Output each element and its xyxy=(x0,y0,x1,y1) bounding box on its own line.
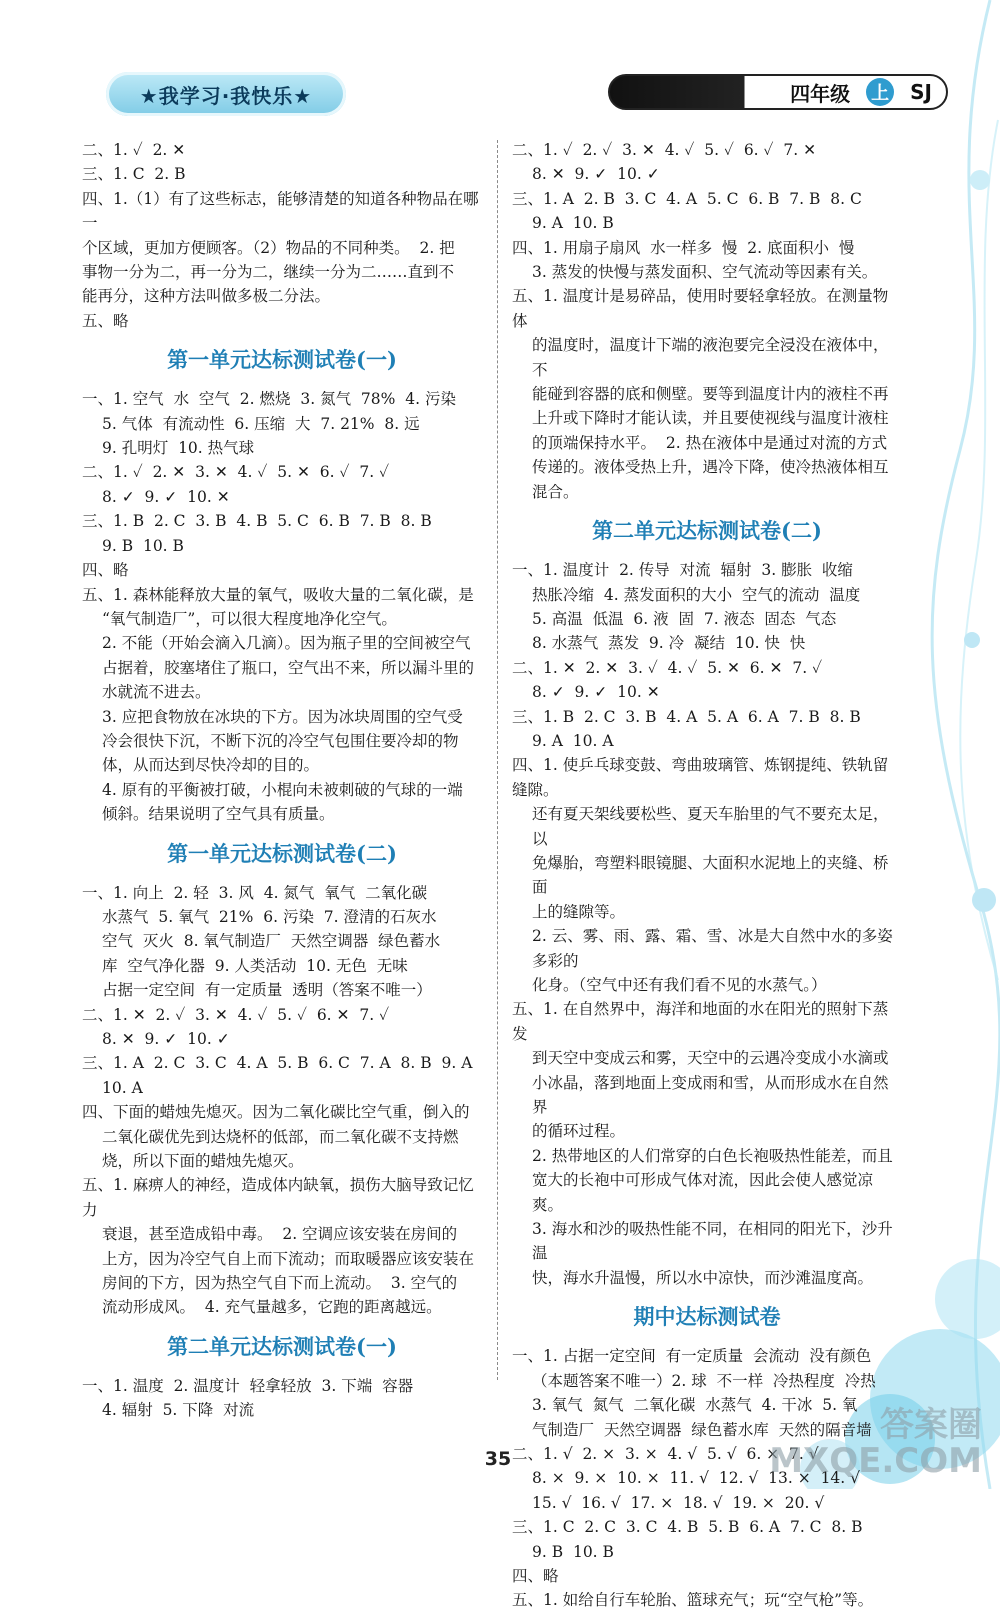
answer-line: 二、1. √ 2. × 3. × 4. √ 5. √ 6. × 7. √ xyxy=(512,1444,819,1463)
answer-line: 四、1. 使乒乓球变鼓、弯曲玻璃管、炼钢提纯、铁轨留缝隙。 xyxy=(512,756,889,799)
answer-line: 9. B 10. B xyxy=(532,1542,614,1561)
answer-line: 8. ✓ 9. ✓ 10. ✕ xyxy=(102,487,230,506)
answer-line: 能碰到容器的底和侧壁。要等到温度计内的液柱不再 xyxy=(532,385,889,404)
header-badge-text: ★我学习·我快乐★ xyxy=(139,83,313,108)
answer-line: 一、1. 向上 2. 轻 3. 风 4. 氮气 氧气 二氧化碳 xyxy=(82,883,428,902)
answer-line: 3. 氧气 氮气 二氧化碳 水蒸气 4. 干冰 5. 氧 xyxy=(532,1396,858,1415)
answer-line: 水就流不进去。 xyxy=(102,683,211,702)
answer-line: 5. 高温 低温 6. 液 固 7. 液态 固态 气态 xyxy=(532,609,837,628)
answer-line: 5. 气体 有流动性 6. 压缩 大 7. 21% 8. 远 xyxy=(102,414,420,433)
answer-line: 热胀冷缩 4. 蒸发面积的大小 空气的流动 温度 xyxy=(532,585,861,604)
answer-line: 烧，所以下面的蜡烛先熄灭。 xyxy=(102,1152,304,1171)
edition-label: SJ xyxy=(910,80,932,104)
answer-line: 8. × 9. × 10. × 11. √ 12. √ 13. × 14. √ xyxy=(532,1469,861,1488)
answer-line: 房间的下方，因为热空气自下而上流动。 3. 空气的 xyxy=(102,1274,458,1293)
grade-bar xyxy=(608,74,948,110)
answer-line: 宽大的长袍中可形成气体对流，因此会使人感觉凉爽。 xyxy=(532,1171,874,1214)
answer-line: 衰退，甚至造成铅中毒。 2. 空调应该安装在房间的 xyxy=(102,1225,458,1244)
column-divider xyxy=(497,140,498,1380)
answer-line: 占据一定空间 有一定质量 透明（答案不唯一） xyxy=(102,981,432,1000)
answer-line: 上的缝隙等。 xyxy=(532,902,626,921)
answer-line: 化身。（空气中还有我们看不见的水蒸气。） xyxy=(532,976,827,994)
answer-line: 3. 应把食物放在冰块的下方。因为冰块周围的空气受 xyxy=(102,707,463,726)
answer-line: 9. A 10. B xyxy=(532,214,614,233)
answer-line: 能再分，这种方法叫做多极二分法。 xyxy=(82,287,331,306)
right-column xyxy=(512,138,902,1613)
answer-line: 2. 热带地区的人们常穿的白色长袍吸热性能差，而且 xyxy=(532,1146,893,1165)
answer-line: （本题答案不唯一）2. 球 不一样 冷热程度 冷热 xyxy=(532,1371,876,1390)
answer-line: 15. √ 16. √ 17. × 18. √ 19. × 20. √ xyxy=(532,1493,825,1512)
answer-line: 的循环过程。 xyxy=(532,1122,626,1141)
answer-line: 到天空中变成云和雾，天空中的云遇冷变成小水滴或 xyxy=(532,1049,889,1068)
answer-line: 传递的。液体受热上升，遇冷下降，使冷热液体相互 xyxy=(532,458,889,477)
answer-line: 四、下面的蜡烛先熄灭。因为二氧化碳比空气重，倒入的 xyxy=(82,1103,470,1122)
answer-line: 4. 辐射 5. 下降 对流 xyxy=(102,1401,255,1420)
answer-line: 三、1. C 2. B xyxy=(82,165,186,184)
answer-line: 的顶端保持水平。 2. 热在液体中是通过对流的方式 xyxy=(532,433,888,452)
section-title: 第一单元达标测试卷(一) xyxy=(167,347,397,373)
answer-line: 四、1.（1）有了这些标志，能够清楚的知道各种物品在哪一 xyxy=(82,189,479,233)
answer-line: 小冰晶，落到地面上变成雨和雪，从而形成水在自然界 xyxy=(532,1073,889,1117)
answer-line: “氧气制造厂”，可以很大程度地净化空气。 xyxy=(102,609,397,628)
answer-line: 9. B 10. B xyxy=(102,536,184,555)
answer-line: 上方，因为冷空气自上而下流动；而取暖器应该安装在 xyxy=(102,1249,475,1268)
answer-line: 三、1. A 2. B 3. C 4. A 5. C 6. B 7. B 8. C xyxy=(512,189,862,208)
answer-line: 10. A xyxy=(102,1078,143,1097)
answer-line: 9. A 10. A xyxy=(532,731,614,750)
answer-line: 五、1. 麻痹人的神经，造成体内缺氧，损伤大脑导致记忆力 xyxy=(82,1176,474,1219)
answer-line: 五、1. 温度计是易碎品，使用时要轻拿轻放。在测量物体 xyxy=(512,287,889,330)
answer-line: 二、1. ✓ 2. ✕ xyxy=(82,141,186,159)
header-badge xyxy=(106,72,346,116)
term-badge: 上 xyxy=(866,78,894,106)
answer-line: 库 空气净化器 9. 人类活动 10. 无色 无味 xyxy=(102,956,408,975)
answer-line: 免爆胎，弯塑料眼镜腿、大面积水泥地上的夹缝、桥面 xyxy=(532,853,889,897)
answer-line: 8. 水蒸气 蒸发 9. 冷 凝结 10. 快 快 xyxy=(532,634,806,653)
answer-line: 2. 不能（开始会滴入几滴）。因为瓶子里的空间被空气 xyxy=(102,634,471,653)
answer-line: 4. 原有的平衡被打破，小棍向未被刺破的气球的一端 xyxy=(102,780,463,799)
answer-line: 个区域，更加方便顾客。（2）物品的不同种类。 2. 把 xyxy=(82,238,455,257)
answer-line: 8. ✓ 9. ✓ 10. ✕ xyxy=(532,683,660,702)
answer-line: 气制造厂 天然空调器 绿色蓄水库 天然的隔音墙 xyxy=(532,1420,872,1439)
answer-line: 的温度时，温度计下端的液泡要完全浸没在液体中，不 xyxy=(532,336,889,379)
answer-line: 二、1. ✕ 2. ✓ 3. ✕ 4. ✓ 5. ✓ 6. ✕ 7. ✓ xyxy=(82,1005,390,1024)
answer-line: 二氧化碳优先到达烧杯的低部，而二氧化碳不支持燃 xyxy=(102,1127,459,1146)
answer-line: 事物一分为二，再一分为二，继续一分为二……直到不 xyxy=(82,263,455,282)
answer-line: 3. 蒸发的快慢与蒸发面积、空气流动等因素有关。 xyxy=(532,263,878,282)
answer-line: 四、略 xyxy=(512,1566,559,1585)
answer-line: 一、1. 占据一定空间 有一定质量 会流动 没有颜色 xyxy=(512,1347,872,1366)
answer-line: 快，海水升温慢，所以水中凉快，而沙滩温度高。 xyxy=(532,1268,874,1287)
watermark xyxy=(769,1407,982,1479)
answer-line: 占据着，胶塞堵住了瓶口，空气出不来，所以漏斗里的 xyxy=(102,658,475,677)
section-title: 第二单元达标测试卷(一) xyxy=(167,1333,397,1359)
answer-line: 三、1. B 2. C 3. B 4. B 5. C 6. B 7. B 8. B xyxy=(82,512,432,531)
answer-line: 混合。 xyxy=(532,482,579,501)
answer-line: 二、1. ✓ 2. ✓ 3. ✕ 4. ✓ 5. ✓ 6. ✓ 7. ✕ xyxy=(512,141,817,159)
answer-line: 五、1. 如给自行车轮胎、篮球充气；玩“空气枪”等。 xyxy=(512,1591,874,1610)
watermark-url: MXQE.COM xyxy=(769,1441,982,1481)
answer-line: 三、1. C 2. C 3. C 4. B 5. B 6. A 7. C 8. B xyxy=(512,1518,863,1537)
answer-line: 一、1. 温度计 2. 传导 对流 辐射 3. 膨胀 收缩 xyxy=(512,561,853,580)
answer-line: 三、1. A 2. C 3. C 4. A 5. B 6. C 7. A 8. B 9. A xyxy=(82,1054,473,1073)
answer-line: 四、略 xyxy=(82,561,129,580)
answer-line: 流动形成风。 4. 充气量越多，它跑的距离越远。 xyxy=(102,1298,442,1317)
answer-line: 还有夏天架线要松些、夏天车胎里的气不要充太足，以 xyxy=(532,805,889,848)
grade-label: 四年级 xyxy=(790,81,851,106)
section-title: 第二单元达标测试卷(二) xyxy=(592,518,822,544)
answer-line: 二、1. ✓ 2. ✕ 3. ✕ 4. ✓ 5. ✕ 6. ✓ 7. ✓ xyxy=(82,463,390,482)
watermark-title: 答案圈 xyxy=(880,1405,982,1445)
answer-line: 五、1. 在自然界中，海洋和地面的水在阳光的照射下蒸发 xyxy=(512,1000,889,1043)
section-title: 第一单元达标测试卷(二) xyxy=(167,840,397,866)
answer-line: 冷会很快下沉，不断下沉的冷空气包围住要冷却的物 xyxy=(102,731,459,750)
answer-line: 9. 孔明灯 10. 热气球 xyxy=(102,439,255,458)
answer-line: 水蒸气 5. 氧气 21% 6. 污染 7. 澄清的石灰水 xyxy=(102,907,437,926)
answer-line: 2. 云、雾、雨、露、霜、雪、冰是大自然中水的多姿多彩的 xyxy=(532,927,893,970)
answer-line: 倾斜。结果说明了空气具有质量。 xyxy=(102,805,335,824)
answer-line: 上升或下降时才能认读，并且要使视线与温度计液柱 xyxy=(532,409,889,428)
answer-line: 3. 海水和沙的吸热性能不同，在相同的阳光下，沙升温 xyxy=(532,1220,893,1263)
answer-line: 8. ✕ 9. ✓ 10. ✓ xyxy=(102,1030,230,1048)
answer-line: 四、1. 用扇子扇风 水一样多 慢 2. 底面积小 慢 xyxy=(512,238,855,257)
answer-line: 五、略 xyxy=(82,311,129,330)
section-title: 期中达标测试卷 xyxy=(633,1304,781,1330)
answer-line: 体，从而达到尽快冷却的目的。 xyxy=(102,756,320,775)
answer-line: 空气 灭火 8. 氧气制造厂 天然空调器 绿色蓄水 xyxy=(102,932,441,951)
answer-line: 一、1. 温度 2. 温度计 轻拿轻放 3. 下端 容器 xyxy=(82,1376,414,1395)
answer-line: 一、1. 空气 水 空气 2. 燃烧 3. 氮气 78% 4. 污染 xyxy=(82,390,456,409)
answer-line: 二、1. ✕ 2. ✕ 3. ✓ 4. ✓ 5. ✕ 6. ✕ 7. ✓ xyxy=(512,658,823,677)
answer-line: 五、1. 森林能释放大量的氧气，吸收大量的二氧化碳，是 xyxy=(82,585,474,604)
answer-line: 8. ✕ 9. ✓ 10. ✓ xyxy=(532,165,660,184)
answer-line: 三、1. B 2. C 3. B 4. A 5. A 6. A 7. B 8. B xyxy=(512,707,861,726)
left-column xyxy=(82,138,482,1423)
page-number: 35 xyxy=(484,1448,512,1470)
